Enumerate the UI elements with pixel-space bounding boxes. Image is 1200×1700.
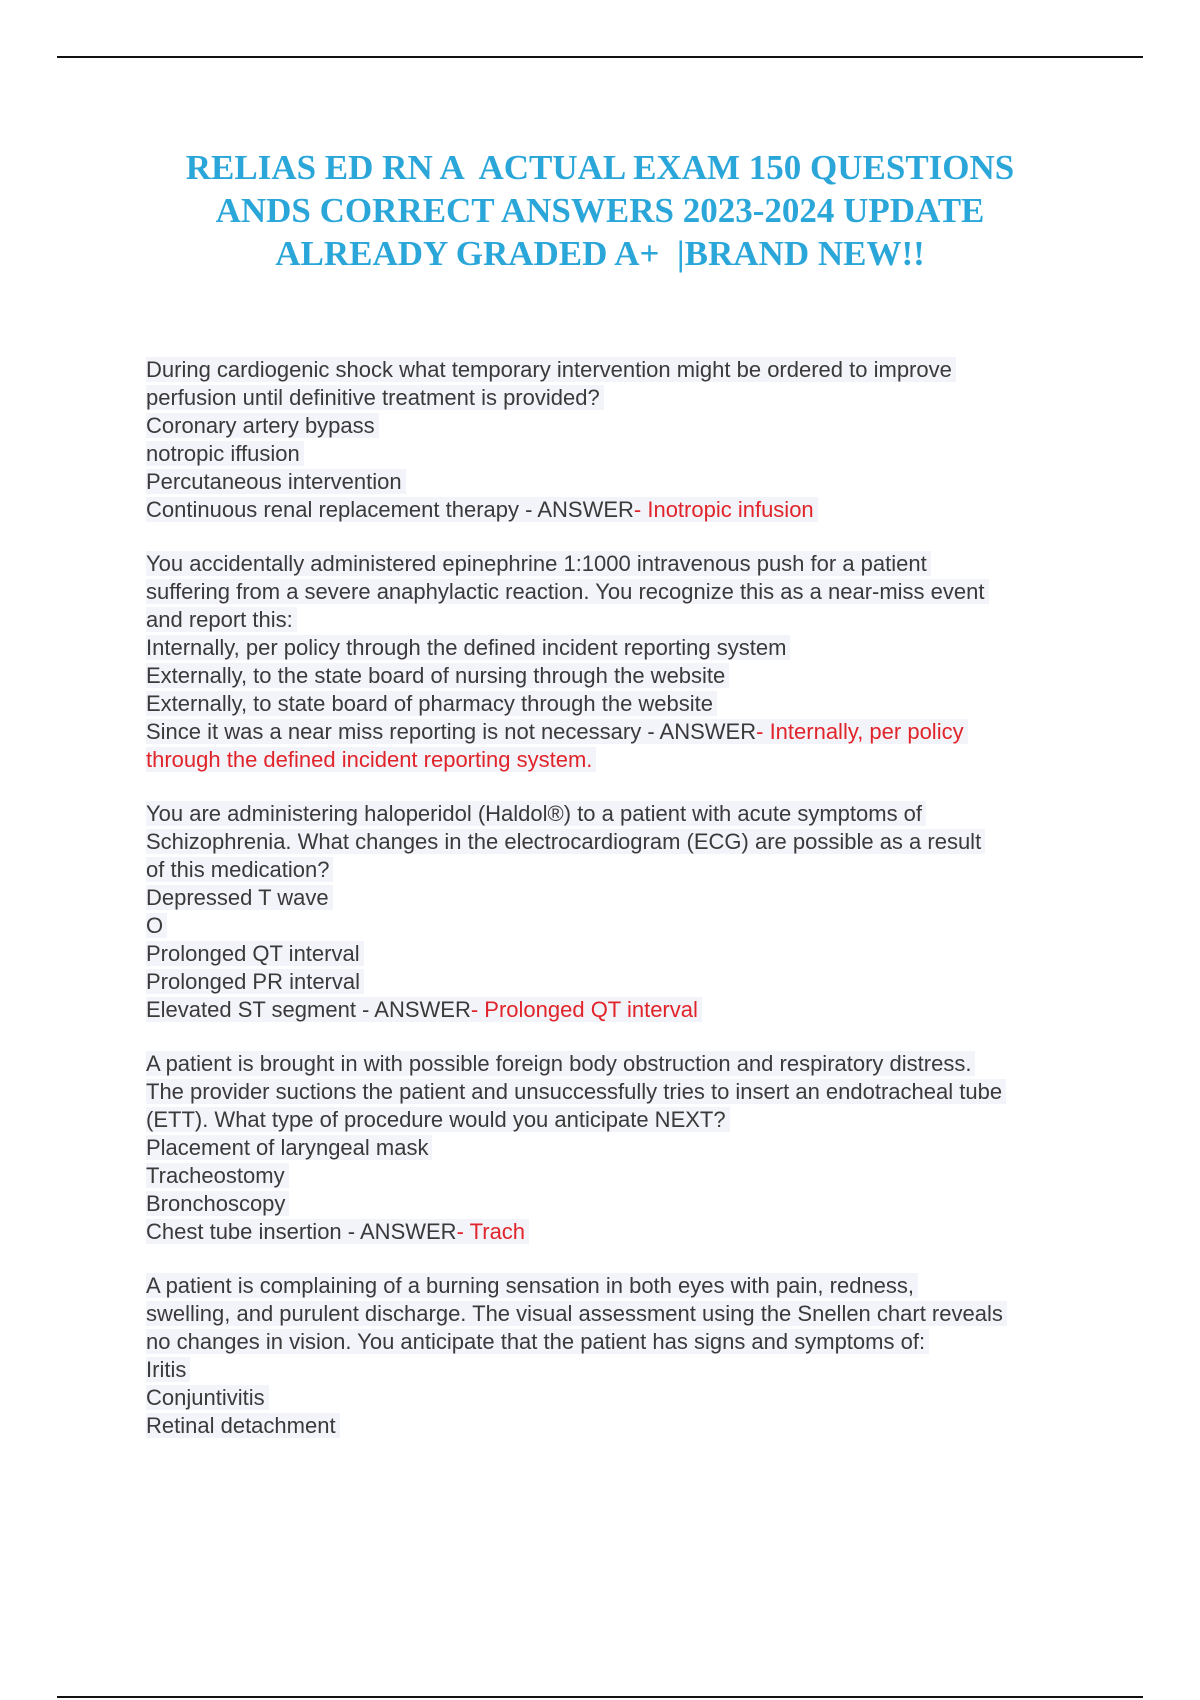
answer-option: Externally, to the state board of nursing through the website xyxy=(146,662,1106,690)
correct-answer: - Prolonged QT interval xyxy=(470,997,698,1022)
answer-option: notropic iffusion xyxy=(146,440,1106,468)
question-block xyxy=(146,550,1106,774)
title-line: ALREADY GRADED A+ |BRAND NEW!! xyxy=(275,234,925,273)
question-text-line: During cardiogenic shock what temporary intervention might be ordered to improve xyxy=(146,356,1106,384)
question-text-line: You accidentally administered epinephrine 1:1000 intravenous push for a patient xyxy=(146,550,1106,578)
answer-option: Externally, to state board of pharmacy through the website xyxy=(146,690,1106,718)
document-title xyxy=(120,146,1080,275)
answer-option: Prolonged PR interval xyxy=(146,968,1106,996)
answer-option-label: Continuous renal replacement therapy - ANSWER xyxy=(146,497,634,522)
answer-option: Internally, per policy through the defined incident reporting system xyxy=(146,634,1106,662)
question-text-line: perfusion until definitive treatment is provided? xyxy=(146,384,1106,412)
title-line: RELIAS ED RN A ACTUAL EXAM 150 QUESTIONS xyxy=(185,148,1015,187)
question-text-line: A patient is brought in with possible foreign body obstruction and respiratory distress. xyxy=(146,1050,1106,1078)
answer-option: Depressed T wave xyxy=(146,884,1106,912)
correct-answer-continued: through the defined incident reporting system. xyxy=(146,746,1106,774)
question-block xyxy=(146,1272,1106,1440)
question-list xyxy=(146,356,1106,1466)
answer-option-label: Since it was a near miss reporting is not necessary - ANSWER xyxy=(146,719,757,744)
answer-option: Tracheostomy xyxy=(146,1162,1106,1190)
question-text-line: swelling, and purulent discharge. The visual assessment using the Snellen chart reveals xyxy=(146,1300,1106,1328)
answer-option-label: Chest tube insertion - ANSWER xyxy=(146,1219,457,1244)
answer-option xyxy=(146,996,1106,1024)
answer-option: Bronchoscopy xyxy=(146,1190,1106,1218)
header-rule xyxy=(57,56,1143,58)
answer-option: Coronary artery bypass xyxy=(146,412,1106,440)
question-text-line: The provider suctions the patient and unsuccessfully tries to insert an endotracheal tube xyxy=(146,1078,1106,1106)
question-block xyxy=(146,800,1106,1024)
answer-option: Iritis xyxy=(146,1356,1106,1384)
answer-option: Conjuntivitis xyxy=(146,1384,1106,1412)
answer-option: Placement of laryngeal mask xyxy=(146,1134,1106,1162)
question-block xyxy=(146,1050,1106,1246)
question-text-line: no changes in vision. You anticipate that the patient has signs and symptoms of: xyxy=(146,1328,1106,1356)
correct-answer: - Trach xyxy=(456,1219,526,1244)
answer-option: Retinal detachment xyxy=(146,1412,1106,1440)
question-block xyxy=(146,356,1106,524)
question-text-line: of this medication? xyxy=(146,856,1106,884)
answer-option xyxy=(146,496,1106,524)
answer-option: Prolonged QT interval xyxy=(146,940,1106,968)
question-text-line: Schizophrenia. What changes in the electrocardiogram (ECG) are possible as a result xyxy=(146,828,1106,856)
correct-answer: - Internally, per policy xyxy=(756,719,964,744)
answer-option xyxy=(146,1218,1106,1246)
question-text-line: suffering from a severe anaphylactic reaction. You recognize this as a near-miss event xyxy=(146,578,1106,606)
question-text-line: (ETT). What type of procedure would you anticipate NEXT? xyxy=(146,1106,1106,1134)
footer-rule xyxy=(57,1696,1143,1698)
answer-option: Percutaneous intervention xyxy=(146,468,1106,496)
answer-option: O xyxy=(146,912,1106,940)
answer-option xyxy=(146,718,1106,746)
question-text-line: A patient is complaining of a burning sensation in both eyes with pain, redness, xyxy=(146,1272,1106,1300)
answer-option-label: Elevated ST segment - ANSWER xyxy=(146,997,471,1022)
question-text-line: and report this: xyxy=(146,606,1106,634)
title-line: ANDS CORRECT ANSWERS 2023-2024 UPDATE xyxy=(215,191,985,230)
question-text-line: You are administering haloperidol (Haldol®) to a patient with acute symptoms of xyxy=(146,800,1106,828)
correct-answer: - Inotropic infusion xyxy=(633,497,814,522)
